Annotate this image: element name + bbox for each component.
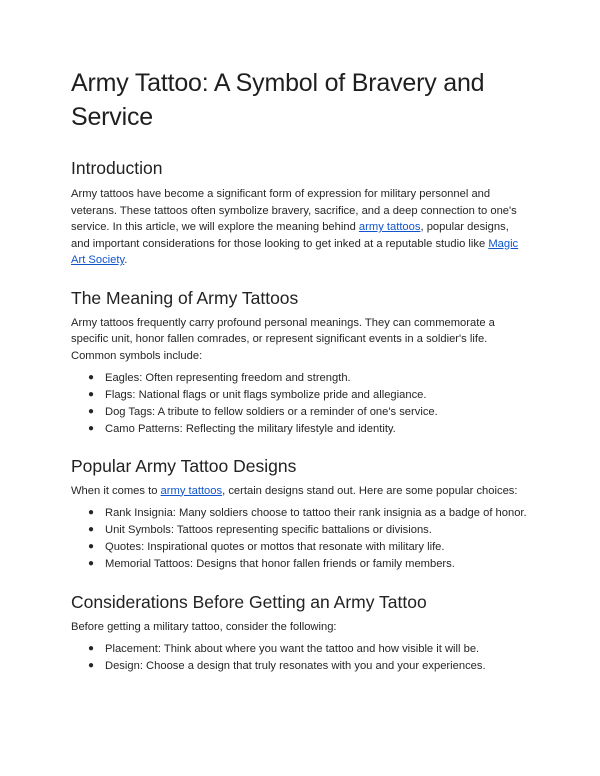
army-tattoos-link-2[interactable]: army tattoos bbox=[160, 484, 223, 497]
section-meaning bbox=[71, 287, 527, 438]
army-tattoos-link[interactable]: army tattoos bbox=[358, 221, 421, 233]
bullet-icon: ● bbox=[88, 406, 95, 417]
list-item-text: Flags: National flags or unit flags symbolize pride and allegiance. bbox=[105, 389, 427, 401]
meaning-paragraph: Army tattoos frequently carry profound personal meanings. They can commemorate a specific unit, honor fallen comrades, or represent significant events in a soldier's life. Common symbols include: bbox=[71, 316, 495, 362]
list-item bbox=[71, 539, 527, 556]
page-title: Army Tattoo: A Symbol of Bravery and Service bbox=[71, 69, 485, 131]
bullet-icon: ● bbox=[88, 389, 95, 400]
list-item-text: Placement: Think about where you want the tattoo and how visible it will be. bbox=[105, 643, 480, 655]
meaning-symbol-list bbox=[71, 370, 527, 438]
list-item-text: Rank Insignia: Many soldiers choose to tattoo their rank insignia as a badge of honor. bbox=[105, 507, 527, 519]
list-item bbox=[71, 421, 527, 438]
list-item bbox=[71, 370, 527, 387]
intro-text-3: . bbox=[124, 254, 128, 266]
section-popular-designs bbox=[71, 455, 527, 573]
considerations-list bbox=[71, 641, 527, 675]
list-item bbox=[71, 556, 527, 573]
section-heading-meaning: The Meaning of Army Tattoos bbox=[71, 287, 299, 308]
list-item bbox=[71, 505, 527, 522]
bullet-icon: ● bbox=[88, 660, 95, 671]
list-item bbox=[71, 641, 527, 658]
section-introduction bbox=[71, 157, 527, 269]
list-item bbox=[71, 387, 527, 404]
section-heading-introduction: Introduction bbox=[71, 158, 163, 178]
list-item-text: Eagles: Often representing freedom and strength. bbox=[105, 372, 351, 384]
bullet-icon: ● bbox=[88, 507, 95, 518]
list-item bbox=[71, 658, 527, 675]
list-item-text: Memorial Tattoos: Designs that honor fallen friends or family members. bbox=[105, 558, 455, 570]
popular-designs-list bbox=[71, 505, 527, 573]
list-item-text: Quotes: Inspirational quotes or mottos that resonate with military life. bbox=[105, 541, 445, 553]
bullet-icon: ● bbox=[88, 558, 95, 569]
section-heading-popular-designs: Popular Army Tattoo Designs bbox=[71, 455, 297, 476]
introduction-paragraph bbox=[71, 186, 527, 269]
magic-art-society-link[interactable]: Magic Art Society bbox=[71, 237, 519, 266]
list-item-text: Unit Symbols: Tattoos representing specific battalions or divisions. bbox=[105, 524, 432, 536]
section-heading-considerations: Considerations Before Getting an Army Tattoo bbox=[71, 591, 427, 612]
intro-text-2: , popular designs, and important considerations for those looking to get inked at a reputable studio like bbox=[71, 221, 509, 250]
list-item-text: Dog Tags: A tribute to fellow soldiers or a reminder of one's service. bbox=[105, 406, 438, 418]
list-item-text: Camo Patterns: Reflecting the military lifestyle and identity. bbox=[105, 423, 396, 435]
list-item bbox=[71, 522, 527, 539]
document-content bbox=[71, 66, 527, 675]
bullet-icon: ● bbox=[88, 643, 95, 654]
list-item bbox=[71, 404, 527, 421]
bullet-icon: ● bbox=[88, 541, 95, 552]
popular-text-2: , certain designs stand out. Here are some popular choices: bbox=[222, 484, 518, 497]
list-item-text: Design: Choose a design that truly resonates with you and your experiences. bbox=[105, 660, 486, 672]
bullet-icon: ● bbox=[88, 423, 95, 434]
popular-paragraph bbox=[71, 483, 527, 500]
bullet-icon: ● bbox=[88, 372, 95, 383]
section-considerations bbox=[71, 591, 527, 675]
popular-text-1: When it comes to bbox=[71, 484, 161, 497]
intro-text-1: Army tattoos have become a significant form of expression for military personnel and veterans. These tattoos often symbolize bravery, sacrifice, and a deep connection to one's service. In this article, we will explore the meaning behind bbox=[71, 188, 517, 233]
considerations-paragraph: Before getting a military tattoo, consider the following: bbox=[71, 620, 337, 633]
bullet-icon: ● bbox=[88, 524, 95, 535]
